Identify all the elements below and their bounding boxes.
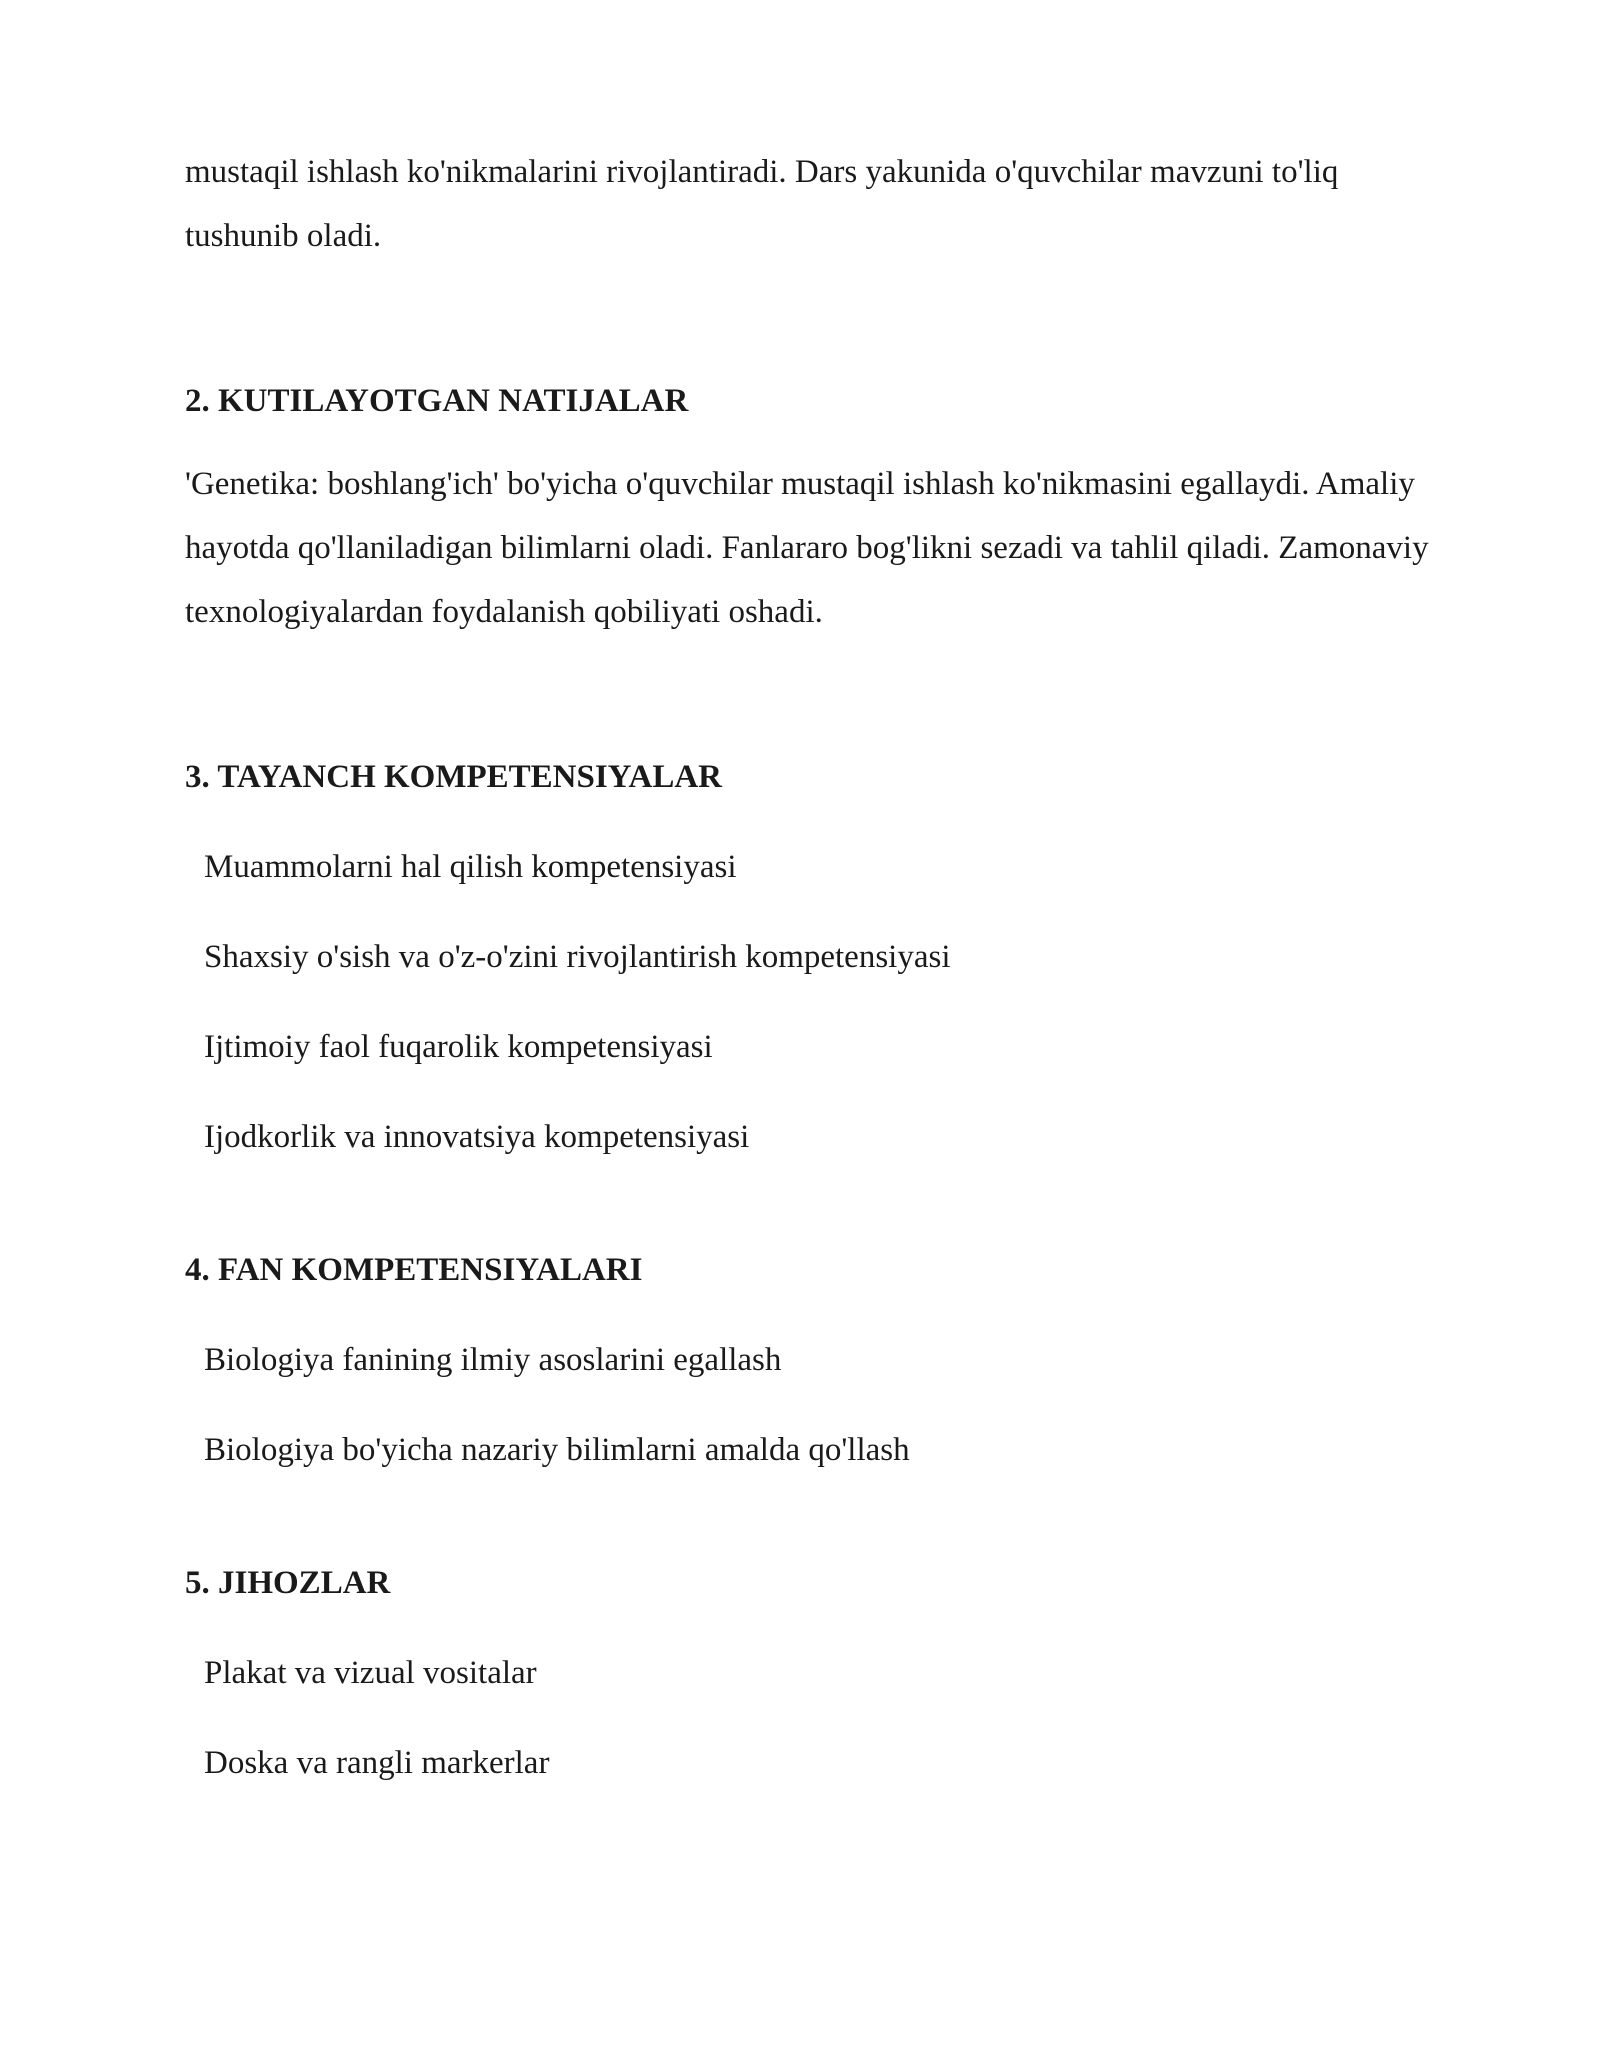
jihozlar-list: [185, 1651, 1435, 1785]
intro-paragraph: mustaqil ishlash ko'nikmalarini rivojlantiradi. Dars yakunida o'quvchilar mavzuni to'liq tushunib oladi.: [185, 154, 1339, 254]
list-item: Plakat va vizual vositalar: [204, 1655, 537, 1691]
natijalar-paragraph: 'Genetika: boshlang'ich' bo'yicha o'quvchilar mustaqil ishlash ko'nikmasini egallaydi. Amaliy hayotda qo'llaniladigan bilimlarni oladi. Fanlararo bog'likni sezadi va tahlil qiladi. Zamonaviy texnologiyalardan foydalanish qobiliyati oshadi.: [185, 466, 1429, 630]
list-item: Ijtimoiy faol fuqarolik kompetensiyasi: [204, 1029, 713, 1065]
section-heading-natijalar: 2. KUTILAYOTGAN NATIJALAR: [185, 383, 689, 419]
tayanch-list: [185, 845, 1435, 1159]
document-content: [185, 140, 1435, 1785]
list-item: Shaxsiy o'sish va o'z-o'zini rivojlantirish kompetensiyasi: [204, 939, 951, 975]
list-item: Muammolarni hal qilish kompetensiyasi: [204, 849, 737, 885]
section-heading-tayanch: 3. TAYANCH KOMPETENSIYALAR: [185, 759, 722, 795]
fan-list: [185, 1338, 1435, 1472]
list-item: Doska va rangli markerlar: [204, 1745, 550, 1781]
list-item: Biologiya fanining ilmiy asoslarini egallash: [204, 1342, 782, 1378]
section-heading-jihozlar: 5. JIHOZLAR: [185, 1565, 391, 1601]
list-item: Biologiya bo'yicha nazariy bilimlarni amalda qo'llash: [204, 1432, 910, 1468]
section-heading-fan: 4. FAN KOMPETENSIYALARI: [185, 1252, 643, 1288]
list-item: Ijodkorlik va innovatsiya kompetensiyasi: [204, 1119, 750, 1155]
